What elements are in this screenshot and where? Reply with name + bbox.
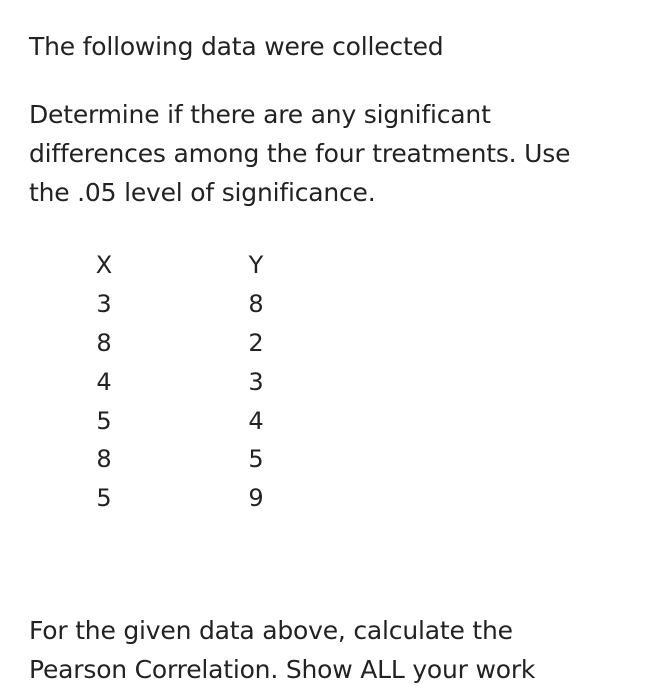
question1-line3: the .05 level of significance.: [29, 178, 376, 207]
table-cell-y: 5: [248, 445, 264, 474]
table-row: [60, 479, 300, 518]
table-header-row: [60, 246, 300, 285]
question1-line2: differences among the four treatments. Use: [29, 139, 571, 168]
table-header-x: X: [95, 251, 113, 280]
table-row: [60, 401, 300, 440]
table-cell-x: 5: [96, 406, 112, 435]
table-cell-y: 9: [248, 484, 264, 513]
table-row: [60, 324, 300, 363]
table-cell-x: 8: [96, 328, 112, 357]
table-cell-y: 4: [248, 406, 264, 435]
question1-line1: Determine if there are any significant: [29, 100, 491, 129]
table-cell-x: 5: [96, 484, 112, 513]
table-header-y: Y: [248, 251, 264, 280]
table-cell-x: 4: [96, 367, 112, 396]
table-cell-x: 3: [96, 290, 112, 319]
question2-line2: Pearson Correlation. Show ALL your work: [29, 655, 536, 684]
question2-line1: For the given data above, calculate the: [29, 616, 513, 645]
table-cell-y: 3: [248, 367, 264, 396]
intro-text: The following data were collected: [29, 32, 444, 61]
table-cell-x: 8: [96, 445, 112, 474]
table-row: [60, 285, 300, 324]
table-cell-y: 8: [248, 290, 264, 319]
table-row: [60, 362, 300, 401]
data-table: [60, 246, 300, 518]
table-row: [60, 440, 300, 479]
table-cell-y: 2: [248, 328, 264, 357]
